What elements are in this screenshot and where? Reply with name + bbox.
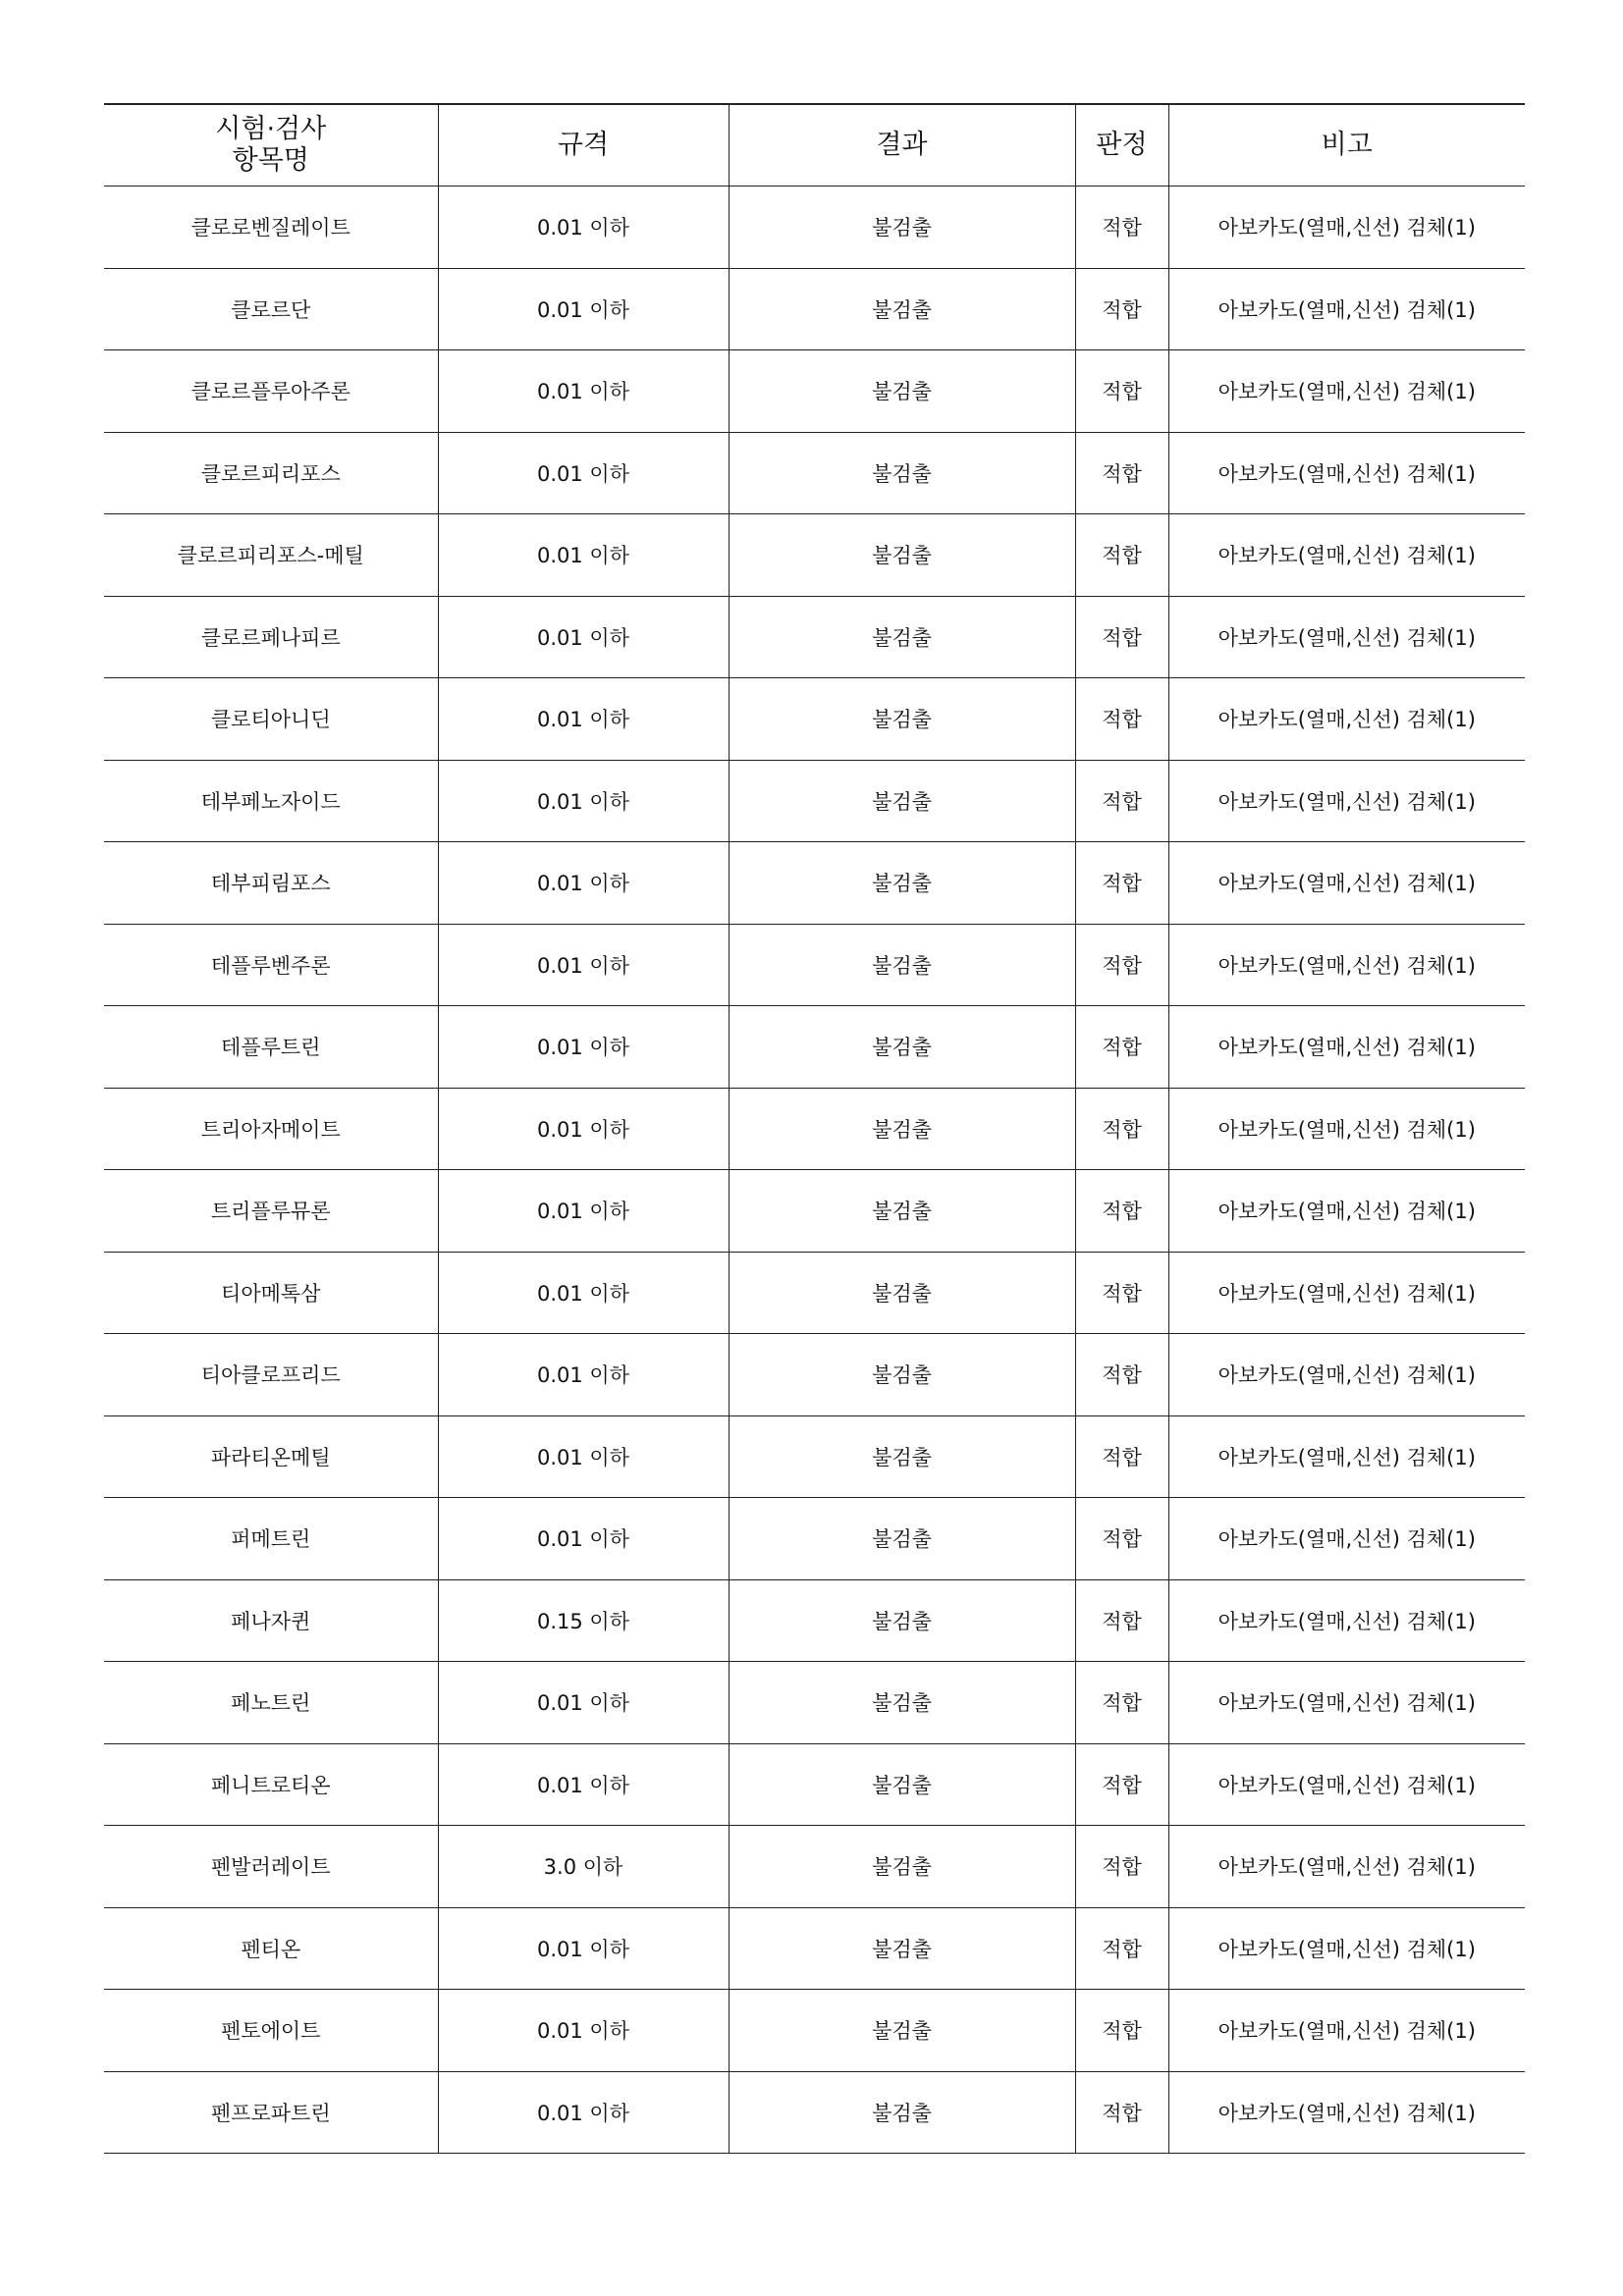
cell-item-name: 티아클로프리드	[104, 1334, 438, 1416]
cell-remarks: 아보카도(열매,신선) 검체(1)	[1168, 2071, 1525, 2154]
cell-spec: 0.01 이하	[438, 760, 729, 842]
cell-judgement: 적합	[1075, 1415, 1168, 1498]
cell-result: 불검출	[729, 268, 1075, 350]
cell-judgement: 적합	[1075, 1498, 1168, 1580]
cell-item-name: 클로르피리포스-메틸	[104, 514, 438, 597]
cell-remarks: 아보카도(열매,신선) 검체(1)	[1168, 1498, 1525, 1580]
cell-remarks: 아보카도(열매,신선) 검체(1)	[1168, 1907, 1525, 1990]
header-row	[104, 104, 1525, 187]
table-row	[104, 1907, 1525, 1990]
header-judgement: 판정	[1075, 104, 1168, 187]
cell-remarks: 아보카도(열매,신선) 검체(1)	[1168, 187, 1525, 269]
cell-remarks: 아보카도(열매,신선) 검체(1)	[1168, 596, 1525, 678]
cell-spec: 0.01 이하	[438, 1415, 729, 1498]
cell-judgement: 적합	[1075, 842, 1168, 925]
table-row	[104, 1579, 1525, 1662]
results-table	[104, 103, 1525, 2154]
cell-spec: 0.01 이하	[438, 1990, 729, 2072]
cell-judgement: 적합	[1075, 1662, 1168, 1744]
table-row	[104, 1826, 1525, 1908]
cell-remarks: 아보카도(열매,신선) 검체(1)	[1168, 268, 1525, 350]
cell-result: 불검출	[729, 842, 1075, 925]
cell-item-name: 클로르단	[104, 268, 438, 350]
table-row	[104, 1170, 1525, 1253]
table-row	[104, 924, 1525, 1006]
cell-judgement: 적합	[1075, 514, 1168, 597]
cell-result: 불검출	[729, 1088, 1075, 1170]
cell-item-name: 티아메톡삼	[104, 1252, 438, 1334]
table-row	[104, 760, 1525, 842]
cell-remarks: 아보카도(열매,신선) 검체(1)	[1168, 1170, 1525, 1253]
cell-spec: 0.01 이하	[438, 1907, 729, 1990]
table-row	[104, 842, 1525, 925]
cell-spec: 0.01 이하	[438, 924, 729, 1006]
table-row	[104, 268, 1525, 350]
cell-item-name: 클로르플루아주론	[104, 350, 438, 433]
cell-spec: 0.01 이하	[438, 187, 729, 269]
cell-item-name: 테부피림포스	[104, 842, 438, 925]
cell-judgement: 적합	[1075, 432, 1168, 514]
cell-spec: 0.01 이하	[438, 678, 729, 761]
cell-item-name: 펜발러레이트	[104, 1826, 438, 1908]
cell-item-name: 페니트로티온	[104, 1743, 438, 1826]
cell-item-name: 페나자퀸	[104, 1579, 438, 1662]
cell-judgement: 적합	[1075, 268, 1168, 350]
cell-result: 불검출	[729, 1334, 1075, 1416]
cell-remarks: 아보카도(열매,신선) 검체(1)	[1168, 1334, 1525, 1416]
cell-result: 불검출	[729, 1826, 1075, 1908]
cell-remarks: 아보카도(열매,신선) 검체(1)	[1168, 842, 1525, 925]
cell-item-name: 클로르피리포스	[104, 432, 438, 514]
header-item-name	[104, 104, 438, 187]
cell-spec: 0.01 이하	[438, 596, 729, 678]
cell-spec: 0.01 이하	[438, 842, 729, 925]
table-row	[104, 678, 1525, 761]
cell-remarks: 아보카도(열매,신선) 검체(1)	[1168, 432, 1525, 514]
cell-judgement: 적합	[1075, 1579, 1168, 1662]
cell-result: 불검출	[729, 760, 1075, 842]
cell-result: 불검출	[729, 1252, 1075, 1334]
cell-spec: 0.01 이하	[438, 514, 729, 597]
cell-result: 불검출	[729, 1415, 1075, 1498]
cell-spec: 0.01 이하	[438, 432, 729, 514]
cell-spec: 0.01 이하	[438, 1088, 729, 1170]
cell-judgement: 적합	[1075, 1743, 1168, 1826]
table-row	[104, 350, 1525, 433]
table-row	[104, 1334, 1525, 1416]
table-row	[104, 2071, 1525, 2154]
cell-judgement: 적합	[1075, 1252, 1168, 1334]
cell-judgement: 적합	[1075, 1170, 1168, 1253]
cell-judgement: 적합	[1075, 678, 1168, 761]
cell-item-name: 트리플루뮤론	[104, 1170, 438, 1253]
cell-remarks: 아보카도(열매,신선) 검체(1)	[1168, 1662, 1525, 1744]
cell-remarks: 아보카도(열매,신선) 검체(1)	[1168, 1088, 1525, 1170]
cell-result: 불검출	[729, 1907, 1075, 1990]
cell-item-name: 페노트린	[104, 1662, 438, 1744]
cell-judgement: 적합	[1075, 760, 1168, 842]
table-row	[104, 1743, 1525, 1826]
cell-spec: 0.15 이하	[438, 1579, 729, 1662]
table-row	[104, 187, 1525, 269]
table-body	[104, 187, 1525, 2154]
cell-item-name: 테플루트린	[104, 1006, 438, 1089]
cell-judgement: 적합	[1075, 350, 1168, 433]
cell-remarks: 아보카도(열매,신선) 검체(1)	[1168, 1006, 1525, 1089]
cell-remarks: 아보카도(열매,신선) 검체(1)	[1168, 924, 1525, 1006]
table-row	[104, 1498, 1525, 1580]
cell-judgement: 적합	[1075, 924, 1168, 1006]
cell-item-name: 테부페노자이드	[104, 760, 438, 842]
cell-result: 불검출	[729, 678, 1075, 761]
cell-remarks: 아보카도(열매,신선) 검체(1)	[1168, 760, 1525, 842]
cell-spec: 0.01 이하	[438, 1252, 729, 1334]
cell-item-name: 파라티온메틸	[104, 1415, 438, 1498]
cell-result: 불검출	[729, 1662, 1075, 1744]
cell-spec: 0.01 이하	[438, 1334, 729, 1416]
header-result: 결과	[729, 104, 1075, 187]
cell-spec: 0.01 이하	[438, 1498, 729, 1580]
cell-spec: 0.01 이하	[438, 268, 729, 350]
cell-item-name: 펜토에이트	[104, 1990, 438, 2072]
table-row	[104, 1006, 1525, 1089]
cell-item-name: 클로르페나피르	[104, 596, 438, 678]
cell-judgement: 적합	[1075, 1006, 1168, 1089]
cell-spec: 3.0 이하	[438, 1826, 729, 1908]
header-remarks: 비고	[1168, 104, 1525, 187]
cell-remarks: 아보카도(열매,신선) 검체(1)	[1168, 1743, 1525, 1826]
cell-judgement: 적합	[1075, 1990, 1168, 2072]
cell-remarks: 아보카도(열매,신선) 검체(1)	[1168, 678, 1525, 761]
cell-judgement: 적합	[1075, 2071, 1168, 2154]
header-spec: 규격	[438, 104, 729, 187]
cell-remarks: 아보카도(열매,신선) 검체(1)	[1168, 514, 1525, 597]
cell-result: 불검출	[729, 596, 1075, 678]
cell-result: 불검출	[729, 1006, 1075, 1089]
cell-spec: 0.01 이하	[438, 1170, 729, 1253]
table-row	[104, 1990, 1525, 2072]
cell-result: 불검출	[729, 350, 1075, 433]
table-row	[104, 432, 1525, 514]
cell-spec: 0.01 이하	[438, 350, 729, 433]
cell-remarks: 아보카도(열매,신선) 검체(1)	[1168, 1252, 1525, 1334]
cell-spec: 0.01 이하	[438, 1006, 729, 1089]
table-row	[104, 1662, 1525, 1744]
cell-result: 불검출	[729, 1579, 1075, 1662]
cell-result: 불검출	[729, 432, 1075, 514]
cell-spec: 0.01 이하	[438, 1743, 729, 1826]
cell-item-name: 펜프로파트린	[104, 2071, 438, 2154]
table-row	[104, 596, 1525, 678]
table-row	[104, 514, 1525, 597]
cell-item-name: 클로로벤질레이트	[104, 187, 438, 269]
cell-remarks: 아보카도(열매,신선) 검체(1)	[1168, 1990, 1525, 2072]
cell-judgement: 적합	[1075, 1088, 1168, 1170]
cell-judgement: 적합	[1075, 187, 1168, 269]
cell-remarks: 아보카도(열매,신선) 검체(1)	[1168, 350, 1525, 433]
header-item-line1: 시험·검사	[215, 114, 327, 144]
cell-judgement: 적합	[1075, 596, 1168, 678]
table-row	[104, 1088, 1525, 1170]
cell-result: 불검출	[729, 1743, 1075, 1826]
header-item-line2: 항목명	[232, 145, 309, 176]
cell-remarks: 아보카도(열매,신선) 검체(1)	[1168, 1415, 1525, 1498]
cell-result: 불검출	[729, 2071, 1075, 2154]
cell-result: 불검출	[729, 1498, 1075, 1580]
cell-item-name: 트리아자메이트	[104, 1088, 438, 1170]
cell-result: 불검출	[729, 1170, 1075, 1253]
table-row	[104, 1415, 1525, 1498]
cell-item-name: 클로티아니딘	[104, 678, 438, 761]
table-row	[104, 1252, 1525, 1334]
cell-item-name: 펜티온	[104, 1907, 438, 1990]
cell-result: 불검출	[729, 924, 1075, 1006]
cell-remarks: 아보카도(열매,신선) 검체(1)	[1168, 1826, 1525, 1908]
cell-result: 불검출	[729, 1990, 1075, 2072]
cell-item-name: 테플루벤주론	[104, 924, 438, 1006]
cell-spec: 0.01 이하	[438, 1662, 729, 1744]
cell-item-name: 퍼메트린	[104, 1498, 438, 1580]
cell-judgement: 적합	[1075, 1907, 1168, 1990]
cell-result: 불검출	[729, 514, 1075, 597]
cell-result: 불검출	[729, 187, 1075, 269]
cell-spec: 0.01 이하	[438, 2071, 729, 2154]
cell-judgement: 적합	[1075, 1334, 1168, 1416]
cell-judgement: 적합	[1075, 1826, 1168, 1908]
cell-remarks: 아보카도(열매,신선) 검체(1)	[1168, 1579, 1525, 1662]
